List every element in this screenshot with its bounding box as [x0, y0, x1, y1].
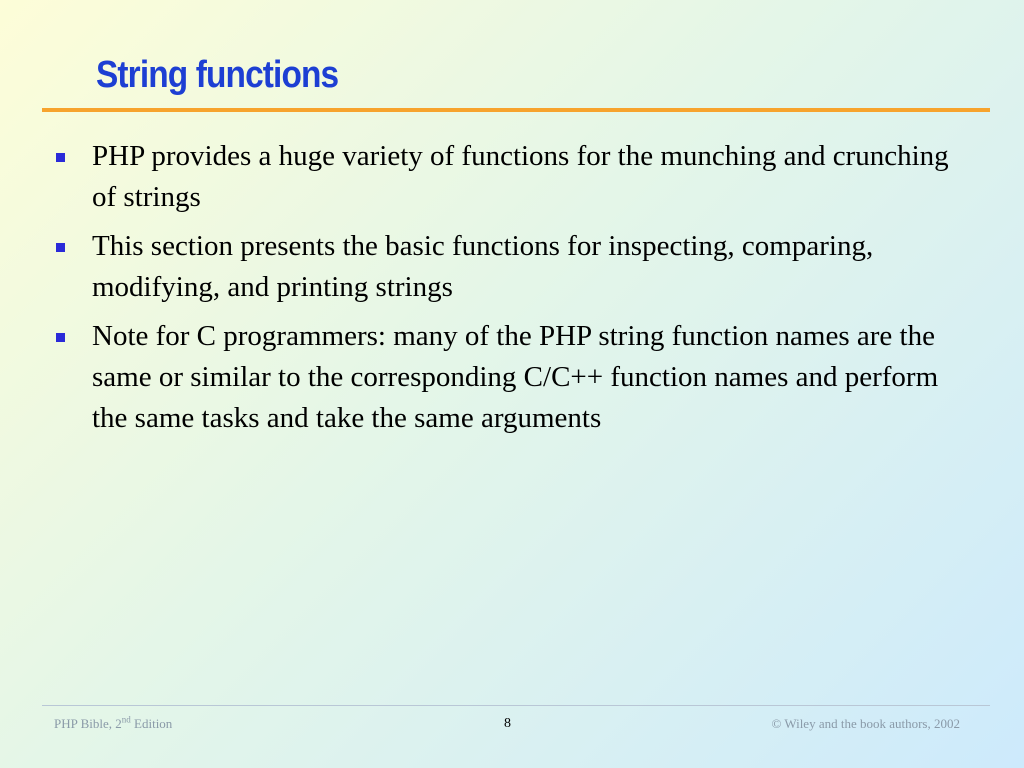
bullet-text: Note for C programmers: many of the PHP string function names are the same or similar to the corresponding C/C++ function names and perform the same tasks and take the same arguments	[92, 320, 939, 434]
footer-book-suffix: Edition	[130, 716, 173, 731]
bullet-item-3	[52, 316, 952, 439]
bullet-list	[52, 136, 952, 447]
bullet-item-1	[52, 136, 952, 218]
footer-book-title	[54, 716, 172, 732]
footer-book-prefix: PHP Bible, 2	[54, 716, 122, 731]
title-underline	[42, 108, 990, 112]
square-bullet-icon	[56, 243, 65, 252]
footer-divider	[42, 705, 990, 706]
square-bullet-icon	[56, 153, 65, 162]
bullet-text: This section presents the basic functions for inspecting, comparing, modifying, and printing strings	[92, 230, 874, 303]
square-bullet-icon	[56, 333, 65, 342]
slide-title: String functions	[96, 54, 339, 96]
bullet-text: PHP provides a huge variety of functions for the munching and crunching of strings	[92, 140, 949, 213]
page-number: 8	[504, 716, 511, 731]
footer-copyright: © Wiley and the book authors, 2002	[771, 716, 960, 731]
footer-book-superscript: nd	[121, 714, 131, 725]
bullet-item-2	[52, 226, 952, 308]
